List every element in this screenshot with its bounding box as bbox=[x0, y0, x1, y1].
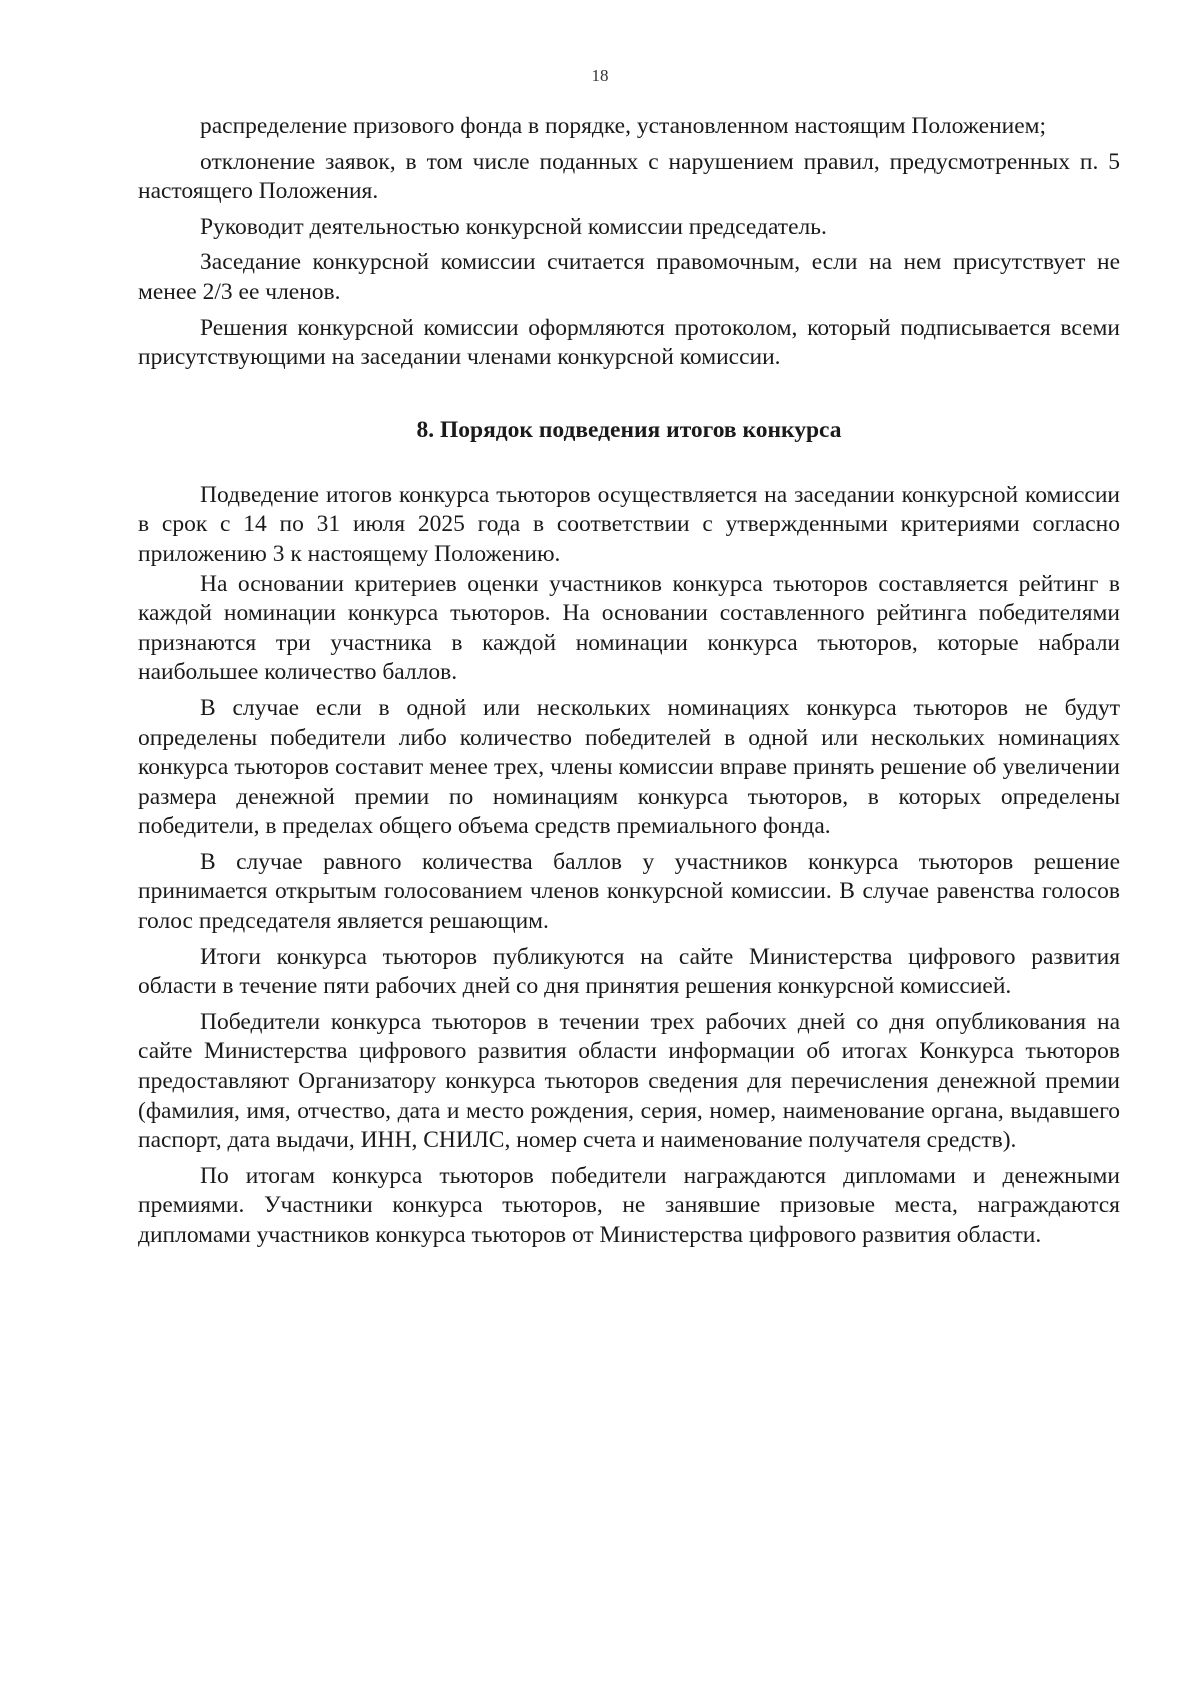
paragraph: По итогам конкурса тьюторов победители награждаются дипломами и денежными премиями. Участники конкурса тьюторов, не занявшие призовые места, награждаются дипломами участников конкурса тьюторов от Министерства цифрового развития области. bbox=[138, 1162, 1120, 1248]
section-heading: 8. Порядок подведения итогов конкурса bbox=[416, 416, 842, 443]
paragraph: Итоги конкурса тьюторов публикуются на сайте Министерства цифрового развития области в течение пяти рабочих дней со дня принятия решения конкурсной комиссией. bbox=[138, 943, 1120, 1000]
paragraph: Заседание конкурсной комиссии считается правомочным, если на нем присутствует не менее 2/3 ее членов. bbox=[138, 249, 1120, 305]
paragraph: Решения конкурсной комиссии оформляются протоколом, который подписывается всеми присутствующими на заседании членами конкурсной комиссии. bbox=[138, 314, 1120, 371]
paragraph: В случае равного количества баллов у участников конкурса тьюторов решение принимается открытым голосованием членов конкурсной комиссии. В случае равенства голосов голос председателя является решающим. bbox=[138, 848, 1120, 935]
paragraph: отклонение заявок, в том числе поданных с нарушением правил, предусмотренных п. 5 настоящего Положения. bbox=[138, 148, 1120, 205]
paragraph: Руководит деятельностью конкурсной комиссии председатель. bbox=[200, 213, 827, 240]
page-number: 18 bbox=[591, 66, 609, 85]
paragraph: распределение призового фонда в порядке, установленном настоящим Положением; bbox=[200, 113, 1047, 139]
page-content bbox=[138, 112, 1120, 1251]
paragraph: Подведение итогов конкурса тьюторов осуществляется на заседании конкурсной комиссии в срок с 14 по 31 июля 2025 года в соответствии с утвержденными критериями согласно приложению 3 к настоящему Положению. bbox=[138, 481, 1120, 567]
paragraph: В случае если в одной или нескольких номинациях конкурса тьюторов не будут определены победители либо количество победителей в одной или нескольких номинациях конкурса тьюторов составит менее трех, члены комиссии вправе принять решение об увеличении размера денежной премии по номинациям конкурса тьюторов, в которых определены победители, в пределах общего объема средств премиального фонда. bbox=[138, 694, 1120, 840]
paragraph: На основании критериев оценки участников конкурса тьюторов составляется рейтинг в каждой номинации конкурса тьюторов. На основании составленного рейтинга победителями признаются три участника в каждой номинации конкурса тьюторов, которые набрали наибольшее количество баллов. bbox=[138, 570, 1120, 686]
paragraph: Победители конкурса тьюторов в течении трех рабочих дней со дня опубликования на сайте Министерства цифрового развития области информации об итогах Конкурса тьюторов предоставляют Организатору конкурса тьюторов сведения для перечисления денежной премии (фамилия, имя, отчество, дата и место рождения, серия, номер, наименование органа, выдавшего паспорт, дата выдачи, ИНН, СНИЛС, номер счета и наименование получателя средств). bbox=[138, 1008, 1120, 1154]
